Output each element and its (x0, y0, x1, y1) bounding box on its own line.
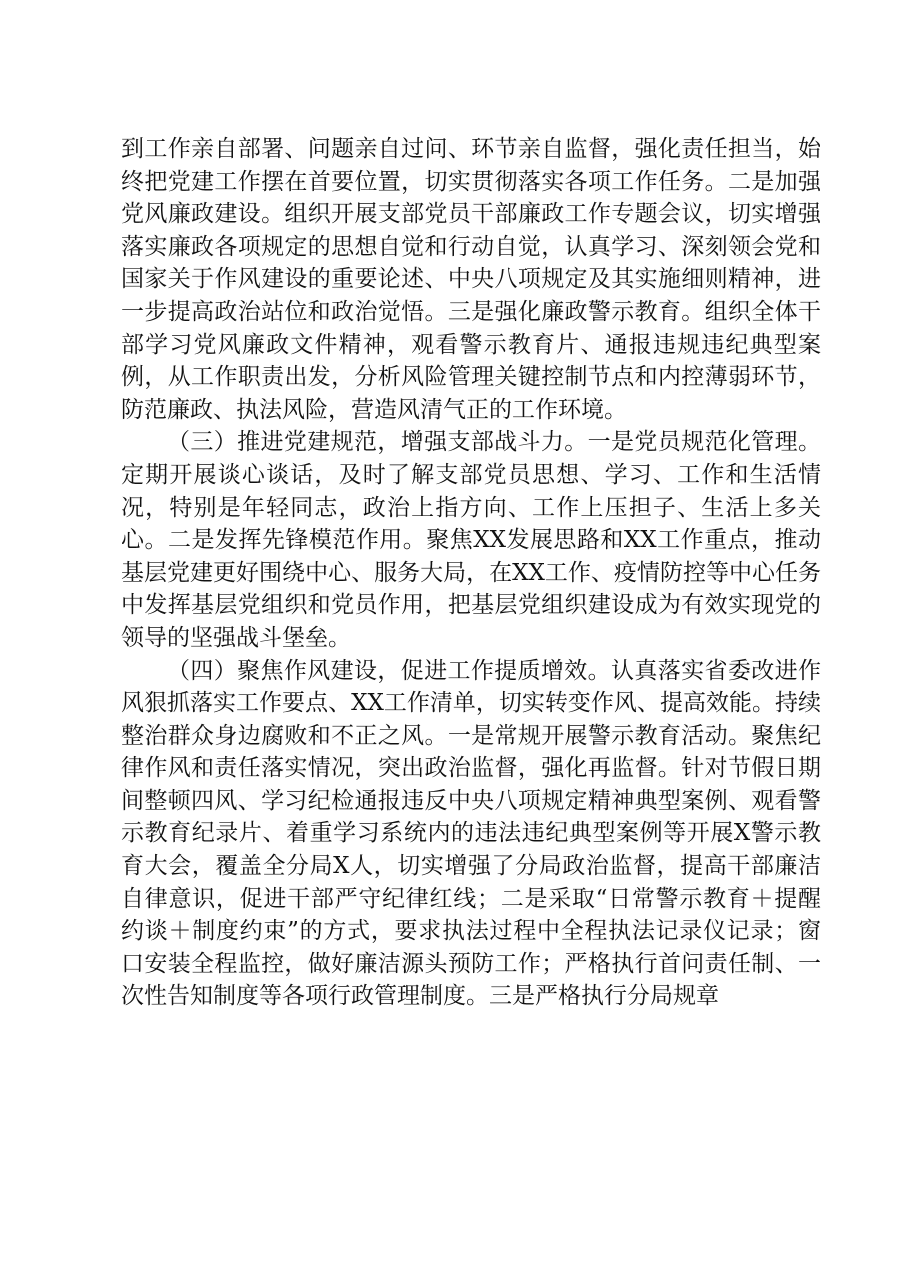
paragraph-2: （三）推进党建规范，增强支部战斗力。一是党员规范化管理。定期开展谈心谈话，及时了解支部党员思想、学习、工作和生活情况，特别是年轻同志，政治上指方向、工作上压担子、生活上多关心。二是发挥先锋模范作用。聚焦XX发展思路和XX工作重点，推动基层党建更好围绕中心、服务大局，在XX工作、疫情防控等中心任务中发挥基层党组织和党员作用，把基层党组织建设成为有效实现党的领导的坚强战斗堡垒。 (121, 429, 821, 651)
document-body (121, 133, 821, 1013)
paragraph-1: 到工作亲自部署、问题亲自过问、环节亲自监督，强化责任担当，始终把党建工作摆在首要位置，切实贯彻落实各项工作任务。二是加强党风廉政建设。组织开展支部党员干部廉政工作专题会议，切实增强落实廉政各项规定的思想自觉和行动自觉，认真学习、深刻领会党和国家关于作风建设的重要论述、中央八项规定及其实施细则精神，进一步提高政治站位和政治觉悟。三是强化廉政警示教育。组织全体干部学习党风廉政文件精神，观看警示教育片、通报违规违纪典型案例，从工作职责出发，分析风险管理关键控制节点和内控薄弱环节，防范廉政、执法风险，营造风清气正的工作环境。 (121, 136, 821, 423)
paragraph-3: （四）聚焦作风建设，促进工作提质增效。认真落实省委改进作风狠抓落实工作要点、XX工作清单，切实转变作风、提高效能。持续整治群众身边腐败和不正之风。一是常规开展警示教育活动。聚焦纪律作风和责任落实情况，突出政治监督，强化再监督。针对节假日期间整顿四风、学习纪检通报违反中央八项规定精神典型案例、观看警示教育纪录片、着重学习系统内的违法违纪典型案例等开展X警示教育大会，覆盖全分局X人，切实增强了分局政治监督，提高干部廉洁自律意识，促进干部严守纪律红线；二是采取“日常警示教育＋提醒约谈＋制度约束”的方式，要求执法过程中全程执法记录仪记录；窗口安装全程监控，做好廉洁源头预防工作；严格执行首问责任制、一次性告知制度等各项行政管理制度。三是严格执行分局规章 (121, 657, 821, 1010)
